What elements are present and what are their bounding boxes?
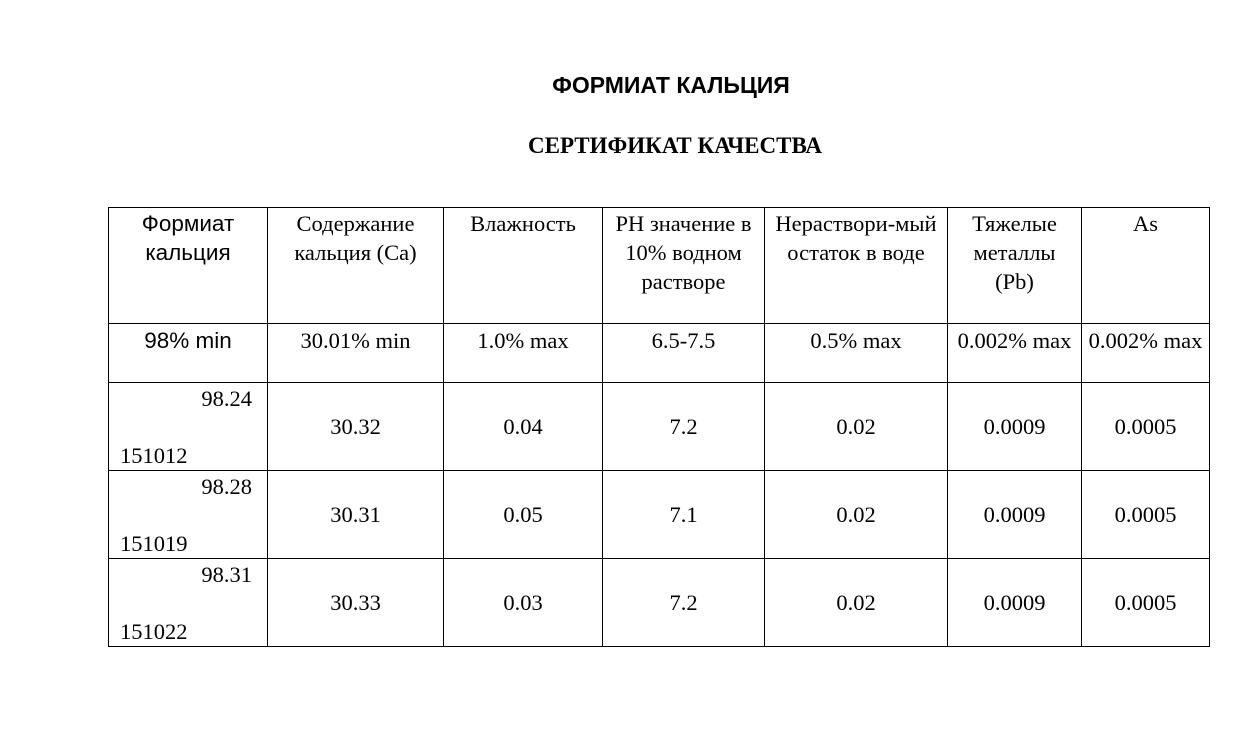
header-cell: Нераствори-мый остаток в воде [765, 208, 948, 324]
table-cell: 30.32 [268, 383, 444, 471]
table-cell: 0.0009 [948, 559, 1082, 647]
table-row [109, 383, 1210, 471]
header-row [109, 208, 1210, 324]
table-cell: 30.33 [268, 559, 444, 647]
table-cell: 0.03 [444, 559, 603, 647]
document-title: ФОРМИАТ КАЛЬЦИЯ [552, 72, 790, 98]
spec-cell: 6.5-7.5 [603, 324, 765, 383]
table-cell: 0.0005 [1082, 471, 1210, 559]
table-cell: 0.02 [765, 559, 948, 647]
header-cell: Формиат кальция [109, 208, 268, 324]
document-subtitle: СЕРТИФИКАТ КАЧЕСТВА [528, 133, 822, 158]
table-cell: 0.0005 [1082, 383, 1210, 471]
header-cell: Содержание кальция (Ca) [268, 208, 444, 324]
spec-cell: 30.01% min [268, 324, 444, 383]
header-cell: As [1082, 208, 1210, 324]
table-cell: 7.2 [603, 383, 765, 471]
table-cell: 0.0009 [948, 383, 1082, 471]
table-cell: 7.1 [603, 471, 765, 559]
lot-number: 151019 [120, 531, 188, 556]
table-cell: 0.02 [765, 471, 948, 559]
header-cell: Влажность [444, 208, 603, 324]
purity-value: 98.31 [201, 562, 252, 587]
table-cell: 0.04 [444, 383, 603, 471]
spec-cell: 98% min [109, 324, 268, 383]
spec-row [109, 324, 1210, 383]
table-cell: 0.02 [765, 383, 948, 471]
lot-cell [109, 559, 268, 647]
table-cell: 0.0005 [1082, 559, 1210, 647]
header-cell: PH значение в 10% водном растворе [603, 208, 765, 324]
spec-cell: 0.5% max [765, 324, 948, 383]
quality-certificate-table [108, 207, 1210, 647]
lot-number: 151012 [120, 443, 188, 468]
spec-cell: 1.0% max [444, 324, 603, 383]
header-cell: Тяжелые металлы (Pb) [948, 208, 1082, 324]
table-cell: 30.31 [268, 471, 444, 559]
lot-number: 151022 [120, 619, 188, 644]
purity-value: 98.28 [201, 474, 252, 499]
lot-cell [109, 383, 268, 471]
table-cell: 0.0009 [948, 471, 1082, 559]
spec-cell: 0.002% max [1082, 324, 1210, 383]
lot-cell [109, 471, 268, 559]
spec-cell: 0.002% max [948, 324, 1082, 383]
purity-value: 98.24 [201, 386, 252, 411]
table-row [109, 471, 1210, 559]
table-cell: 0.05 [444, 471, 603, 559]
table-cell: 7.2 [603, 559, 765, 647]
table-row [109, 559, 1210, 647]
